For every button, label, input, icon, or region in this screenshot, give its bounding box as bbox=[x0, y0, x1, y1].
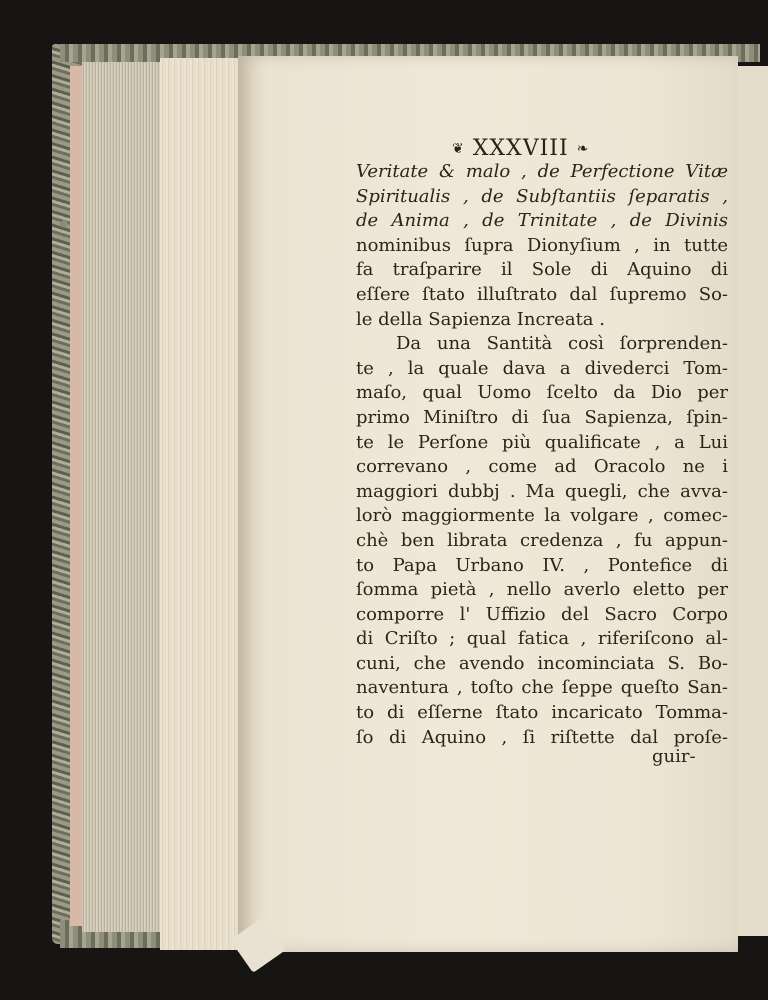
text-line: le della Sapienza Increata . bbox=[356, 308, 605, 330]
text-line: de Anima , de Trinitate , de Divinis bbox=[356, 210, 728, 232]
text-line: chè ben librata credenza , fu appun- bbox=[356, 529, 728, 551]
text-line: cuni, che avendo incominciata S. Bo- bbox=[356, 652, 728, 674]
left-stacked-pages bbox=[160, 58, 250, 950]
catchword: guir- bbox=[652, 746, 696, 767]
text-line: Spiritualis , de Subſtantiis ſeparatis , bbox=[356, 185, 728, 207]
text-line: di Criſto ; qual fatica , riferiſcono al- bbox=[356, 628, 728, 650]
text-line: te le Perſone più qualificate , a Lui bbox=[356, 431, 728, 453]
text-line: primo Miniſtro di ſua Sapienza, ſpin- bbox=[356, 406, 728, 428]
text-line: naventura , toſto che ſeppe queſto San- bbox=[356, 677, 728, 699]
text-line: correvano , come ad Oracolo ne i bbox=[356, 456, 728, 478]
text-line: to di eſſerne ſtato incaricato Tomma- bbox=[356, 702, 728, 724]
left-ornament: ❦ bbox=[452, 141, 465, 157]
text-line: ſo di Aquino , ſi riſtette dal proſe- bbox=[356, 726, 728, 748]
page-block-edges bbox=[82, 62, 162, 932]
text-line: to Papa Urbano IV. , Pontefice di bbox=[356, 554, 728, 576]
text-line: ſomma pietà , nello averlo eletto per bbox=[356, 579, 728, 601]
text-line: Da una Santità così ſorprenden- bbox=[396, 333, 728, 355]
page-header bbox=[452, 136, 632, 161]
text-line: eſſere ſtato illuſtrato dal ſupremo So- bbox=[356, 283, 728, 305]
text-line: nominibus ſupra Dionyſium , in tutte bbox=[356, 234, 728, 256]
text-line: comporre l' Uffizio del Sacro Corpo bbox=[356, 603, 728, 625]
text-line: te , la quale dava a divederci Tom- bbox=[356, 357, 728, 379]
text-line: Veritate & malo , de Perfectione Vitæ bbox=[356, 161, 728, 182]
text-line: fa traſparire il Sole di Aquino di bbox=[356, 259, 728, 281]
text-line: maggiori dubbj . Ma quegli, che avva- bbox=[356, 480, 728, 502]
text-line: lorò maggiormente la volgare , comec- bbox=[356, 505, 728, 527]
right-ornament: ❧ bbox=[576, 141, 590, 157]
body-text bbox=[356, 160, 728, 750]
text-line: maſo, qual Uomo ſcelto da Dio per bbox=[356, 382, 728, 404]
page-number: XXXVIII bbox=[472, 136, 569, 161]
